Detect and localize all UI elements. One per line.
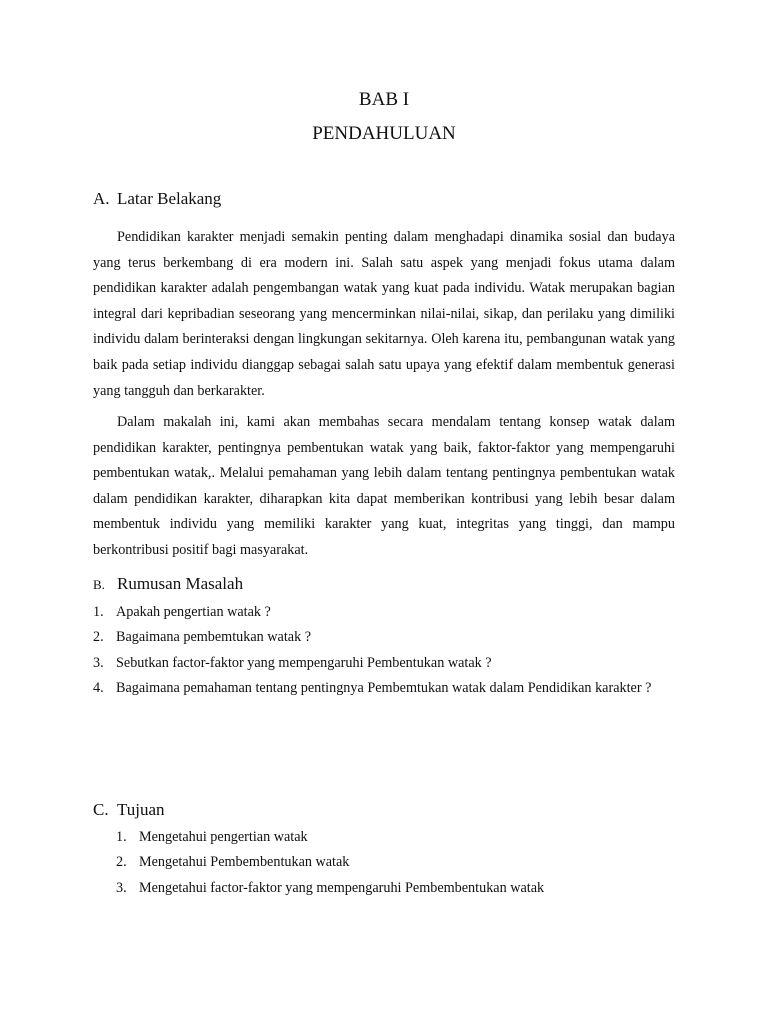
list-item-text: Apakah pengertian watak ? [116,604,271,620]
section-c-letter: C. [93,800,109,819]
list-item-number: 1. [93,604,104,620]
background-paragraph-2: Dalam makalah ini, kami akan membahas secara mendalam tentang konsep watak dalam pendidikan karakter, pentingnya pembentukan watak yang baik, faktor-faktor yang mempengaruhi pembentukan watak,. Melalui pemahaman yang lebih dalam tentang pentingnya pembentukan watak dalam pendidikan karakter, diharapkan kita dapat memberikan kontribusi yang lebih besar dalam membentuk individu yang memiliki karakter yang kuat, integritas yang tinggi, dan mampu berkontribusi positif bagi masyarakat. [93,414,675,558]
section-b-heading [93,573,243,596]
list-item [93,651,675,676]
list-item-number: 2. [116,854,127,871]
section-b-letter: B. [93,577,105,592]
section-b-title: Rumusan Masalah [117,574,244,593]
list-item [93,676,675,701]
list-item [116,825,676,850]
list-item-text: Sebutkan factor-faktor yang mempengaruhi Pembentukan watak ? [116,654,492,671]
list-item-text: Bagaimana pemahaman tentang pentingnya Pembemtukan watak dalam Pendidikan karakter ? [116,680,652,697]
list-item [93,600,675,625]
list-item-number: 2. [93,629,104,646]
list-item [93,625,675,650]
section-a-heading [93,188,221,210]
background-paragraph-1: Pendidikan karakter menjadi semakin penting dalam menghadapi dinamika sosial dan budaya yang terus berkembang di era modern ini. Salah satu aspek yang menjadi fokus utama dalam pendidikan karakter adalah pengembangan watak yang kuat pada individu. Watak merupakan bagian integral dari kepribadian seseorang yang mencerminkan nilai-nilai, sikap, dan perilaku yang dimiliki individu dalam berinteraksi dengan lingkungan sekitarnya. Oleh karena itu, pembangunan watak yang baik pada setiap individu dianggap sebagai salah satu upaya yang efektif dalam membentuk generasi yang tangguh dan berkarakter. [93,229,675,399]
list-item-text: Mengetahui factor-faktor yang mempengaruhi Pembembentukan watak [139,879,545,896]
section-c-title: Tujuan [117,800,165,819]
list-item [116,876,676,901]
list-item-text: Mengetahui Pembembentukan watak [139,854,350,871]
chapter-number: BAB I [358,89,410,110]
section-a-letter: A. [93,189,110,208]
list-item-number: 4. [93,680,104,697]
section-c-heading [93,799,165,821]
objectives-list [116,825,676,901]
list-item [116,850,676,875]
list-item-text: Bagaimana pembemtukan watak ? [116,629,312,646]
section-a-title: Latar Belakang [117,189,222,208]
list-item-number: 3. [116,879,127,896]
list-item-text: Mengetahui pengertian watak [139,829,308,845]
chapter-title: PENDAHULUAN [312,123,456,144]
problem-list [93,600,675,702]
list-item-number: 1. [116,829,127,845]
list-item-number: 3. [93,654,104,671]
